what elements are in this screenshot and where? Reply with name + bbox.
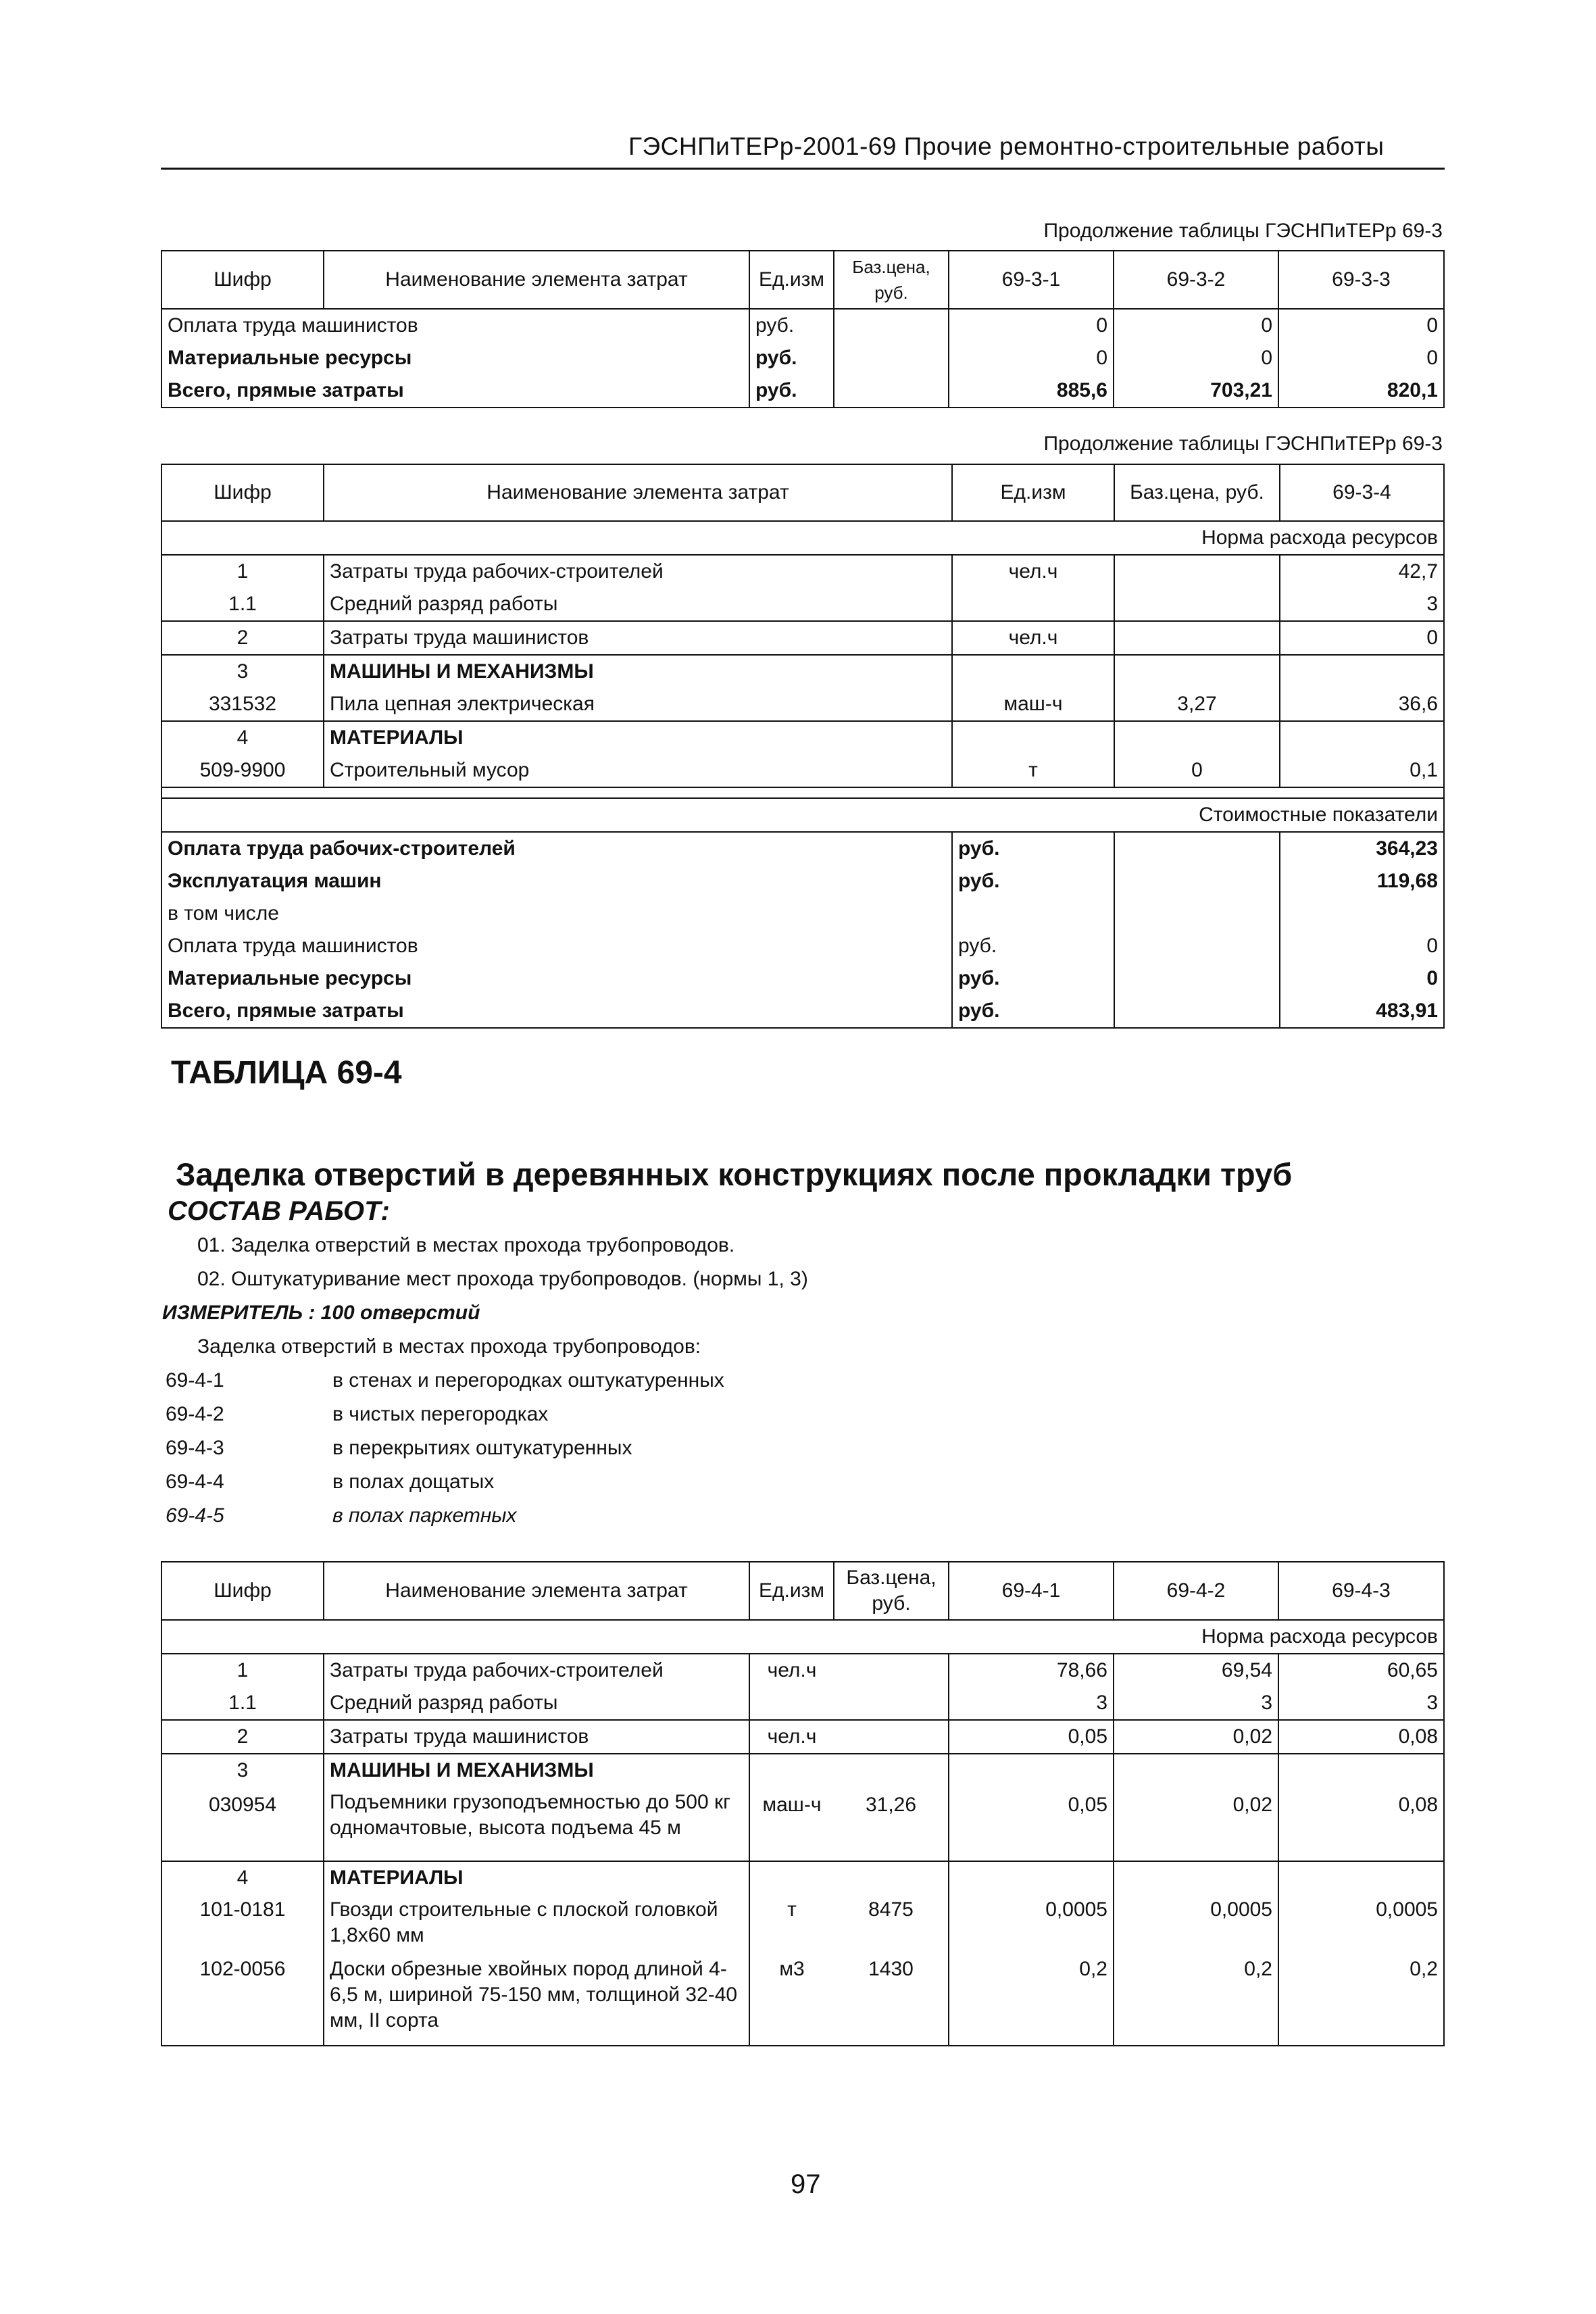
item-code: 69-4-4 [166,1471,224,1493]
row-v2: 0,02 [1114,1720,1278,1754]
row-name: Подъемники грузоподъемностью до 500 кг одномачтовые, высота подъема 45 м [324,1787,749,1861]
item-code: 69-4-5 [166,1504,224,1527]
row-code: 3 [161,1754,324,1787]
row-unit: руб. [952,995,1114,1028]
row-v1: 364,23 [1280,832,1444,865]
row-v1: 0 [1280,621,1444,655]
table-row [161,930,1444,962]
table-row [161,1687,1444,1720]
table3-head-price: Баз.цена, руб. [834,1562,949,1620]
table1-head-code: Шифр [161,251,324,309]
row-unit: руб. [952,832,1114,865]
item-text: в чистых перегородках [332,1403,549,1425]
row-unit: т [952,754,1114,787]
row-v1: 0 [949,342,1114,374]
item-code: 69-4-3 [166,1437,224,1459]
row-v3 [1278,1861,1444,1894]
table3-head-name: Наименование элемента затрат [324,1562,749,1620]
row-code: 1 [161,555,324,588]
row-unit: чел.ч [749,1720,834,1754]
table1-head-price: Баз.цена, руб. [834,251,949,309]
row-v1: 0,05 [949,1720,1114,1754]
row-unit [952,897,1114,930]
table-row [161,1754,1444,1787]
page-number: 97 [791,2169,821,2199]
row-code: 1 [161,1654,324,1687]
row-code: 509-9900 [161,754,324,787]
table-row [161,754,1444,787]
row-v3: 0 [1278,342,1444,374]
row-v1: 0 [1280,962,1444,995]
work-item-1: 01. Заделка отверстий в местах прохода трубопроводов. [197,1234,735,1256]
row-name: Оплата труда машинистов [161,309,749,342]
row-unit: чел.ч [952,621,1114,655]
table-row [161,1787,1444,1861]
row-unit: маш-ч [749,1787,834,1861]
row-v3: 0 [1278,309,1444,342]
row-v1: 0,2 [949,1954,1114,2046]
table-row [161,309,1444,342]
table-row [161,1894,1444,1954]
row-code: 1.1 [161,1687,324,1720]
table-row [161,1954,1444,2046]
row-v3: 820,1 [1278,374,1444,408]
row-name: Затраты труда рабочих-строителей [324,1654,749,1687]
row-name: МАШИНЫ И МЕХАНИЗМЫ [324,655,952,688]
table2-continuation-label: Продолжение таблицы ГЭСНПиТЕРр 69-3 [1043,433,1443,455]
row-unit [952,588,1114,621]
meter-label: ИЗМЕРИТЕЛЬ : [162,1302,316,1324]
row-v1: 885,6 [949,374,1114,408]
row-code: 1.1 [161,588,324,621]
row-name: Гвозди строительные с плоской головкой 1,8х60 мм [324,1894,749,1954]
table-row [161,374,1444,408]
row-price [834,1687,949,1720]
table3-head-c2: 69-4-2 [1114,1562,1278,1620]
row-price [834,1720,949,1754]
row-v3: 60,65 [1278,1654,1444,1687]
row-v3 [1278,1754,1444,1787]
row-v1: 0,1 [1280,754,1444,787]
row-unit: руб. [952,962,1114,995]
table-row [161,688,1444,721]
row-v2: 0 [1114,309,1278,342]
row-v1: 119,68 [1280,865,1444,897]
table3-head-c3: 69-4-3 [1278,1562,1444,1620]
row-price: 1430 [834,1954,949,2046]
norm-label: Норма расхода ресурсов [161,1620,1444,1654]
row-unit: руб. [749,342,834,374]
row-name: Затраты труда машинистов [324,1720,749,1754]
row-unit: чел.ч [952,555,1114,588]
row-name: Строительный мусор [324,754,952,787]
row-unit: м3 [749,1954,834,2046]
table1-continuation-label: Продолжение таблицы ГЭСНПиТЕРр 69-3 [1043,220,1443,242]
section-heading: Заделка отверстий в деревянных конструкциях после прокладки труб [176,1156,1293,1192]
item-code: 69-4-1 [166,1369,224,1392]
item-text: в полах паркетных [332,1504,517,1527]
table-row [161,1720,1444,1754]
row-v2: 0 [1114,342,1278,374]
row-code: 030954 [161,1787,324,1861]
table-row [161,342,1444,374]
table-row [161,1861,1444,1894]
row-code: 3 [161,655,324,688]
row-code: 331532 [161,688,324,721]
row-v1 [949,1861,1114,1894]
row-v1: 0 [1280,930,1444,962]
row-unit [749,1861,834,1894]
table3-head-code: Шифр [161,1562,324,1620]
row-v2: 69,54 [1114,1654,1278,1687]
row-unit: маш-ч [952,688,1114,721]
row-v1: 78,66 [949,1654,1114,1687]
row-code: 4 [161,721,324,754]
row-v1: 0,0005 [949,1894,1114,1954]
table1 [161,250,1445,408]
row-name: Средний разряд работы [324,1687,749,1720]
row-v3: 3 [1278,1687,1444,1720]
row-v2: 0,2 [1114,1954,1278,2046]
item-code: 69-4-2 [166,1403,224,1425]
table-row [161,865,1444,897]
table2-head-code: Шифр [161,464,324,521]
row-v1 [949,1754,1114,1787]
item-text: в полах дощатых [332,1471,495,1493]
row-price [834,1654,949,1687]
table-row [161,655,1444,688]
row-unit: руб. [749,309,834,342]
table2 [161,464,1445,1029]
row-price [1114,721,1280,754]
row-v1: 0,05 [949,1787,1114,1861]
table1-head-name: Наименование элемента затрат [324,251,749,309]
table1-head-c3: 69-3-3 [1278,251,1444,309]
table2-head-price: Баз.цена, руб. [1114,464,1280,521]
row-name: в том числе [161,897,952,930]
row-price [834,1754,949,1787]
row-unit: чел.ч [749,1654,834,1687]
table-row [161,555,1444,588]
row-name: Средний разряд работы [324,588,952,621]
row-v3: 0,0005 [1278,1894,1444,1954]
row-v2: 0,02 [1114,1787,1278,1861]
row-unit: т [787,1898,797,1921]
row-price: 31,26 [834,1787,949,1861]
row-unit [952,721,1114,754]
norm-label: Норма расхода ресурсов [161,521,1444,555]
row-code: 2 [161,621,324,655]
work-item-2: 02. Оштукатуривание мест прохода трубопроводов. (нормы 1, 3) [197,1268,808,1290]
table3-head-c1: 69-4-1 [949,1562,1114,1620]
row-v1 [1280,721,1444,754]
table2-head-unit: Ед.изм [952,464,1114,521]
row-name: Доски обрезные хвойных пород длиной 4-6,5 м, шириной 75-150 мм, толщиной 32-40 мм, II сорта [324,1954,749,2046]
row-name: Эксплуатация машин [161,865,952,897]
table1-head-c2: 69-3-2 [1114,251,1278,309]
item-text: в стенах и перегородках оштукатуренных [332,1369,724,1392]
row-v1: 483,91 [1280,995,1444,1028]
table3 [161,1561,1445,2046]
row-price: 3,27 [1114,688,1280,721]
row-unit [952,655,1114,688]
header-divider [161,168,1445,170]
table-row [161,897,1444,930]
row-name: Материальные ресурсы [161,342,749,374]
row-v3: 0,08 [1278,1720,1444,1754]
table-row [161,621,1444,655]
row-unit [749,1687,834,1720]
row-v1: 42,7 [1280,555,1444,588]
row-v1: 3 [949,1687,1114,1720]
composition-label: СОСТАВ РАБОТ: [168,1196,390,1226]
row-v1: 36,6 [1280,688,1444,721]
row-unit: руб. [952,930,1114,962]
row-v1 [1280,897,1444,930]
row-code: 102-0056 [161,1954,324,2046]
row-unit: руб. [749,374,834,408]
row-unit [749,1754,834,1787]
meter-line [162,1302,480,1325]
row-price [1114,621,1280,655]
table-row [161,721,1444,754]
row-price [1114,555,1280,588]
row-name: Оплата труда машинистов [161,930,952,962]
row-v3: 0,08 [1278,1787,1444,1861]
item-text: в перекрытиях оштукатуренных [332,1437,632,1459]
table-row [161,588,1444,621]
row-v3: 0,2 [1278,1954,1444,2046]
cost-label: Стоимостные показатели [161,798,1444,832]
row-v2: 703,21 [1114,374,1278,408]
row-code: 2 [161,1720,324,1754]
table-row [161,962,1444,995]
table2-head-name: Наименование элемента затрат [324,464,952,521]
row-v2 [1114,1754,1278,1787]
row-v2 [1114,1861,1278,1894]
table3-head-unit: Ед.изм [749,1562,834,1620]
items-intro: Заделка отверстий в местах прохода трубопроводов: [197,1335,701,1358]
table2-head-c1: 69-3-4 [1280,464,1444,521]
row-name: МАШИНЫ И МЕХАНИЗМЫ [324,1754,749,1787]
meter-value: 100 отверстий [320,1302,480,1324]
row-code: 4 [161,1861,324,1894]
row-unit: руб. [952,865,1114,897]
table-row [161,832,1444,865]
row-price [834,1861,949,1894]
row-v1: 0 [949,309,1114,342]
row-price: 8475 [834,1894,949,1954]
table-row [161,995,1444,1028]
row-name: Оплата труда рабочих-строителей [161,832,952,865]
row-name: Материальные ресурсы [161,962,952,995]
row-name: Всего, прямые затраты [161,995,952,1028]
row-name: МАТЕРИАЛЫ [324,721,952,754]
running-header: ГЭСНПиТЕРр-2001-69 Прочие ремонтно-строительные работы [628,132,1385,160]
row-code: 101-0181 [161,1894,324,1954]
row-price [1114,655,1280,688]
row-price [1114,588,1280,621]
row-v1: 3 [1280,588,1444,621]
row-v1 [1280,655,1444,688]
table-title: ТАБЛИЦА 69-4 [171,1055,402,1091]
row-price: 0 [1114,754,1280,787]
table-row [161,1654,1444,1687]
table1-head-c1: 69-3-1 [949,251,1114,309]
row-name: Затраты труда машинистов [324,621,952,655]
row-name: Пила цепная электрическая [324,688,952,721]
row-name: Всего, прямые затраты [161,374,749,408]
row-name: Затраты труда рабочих-строителей [324,555,952,588]
table1-head-unit: Ед.изм [749,251,834,309]
row-v2: 0,0005 [1114,1894,1278,1954]
row-name: МАТЕРИАЛЫ [324,1861,749,1894]
row-v2: 3 [1114,1687,1278,1720]
